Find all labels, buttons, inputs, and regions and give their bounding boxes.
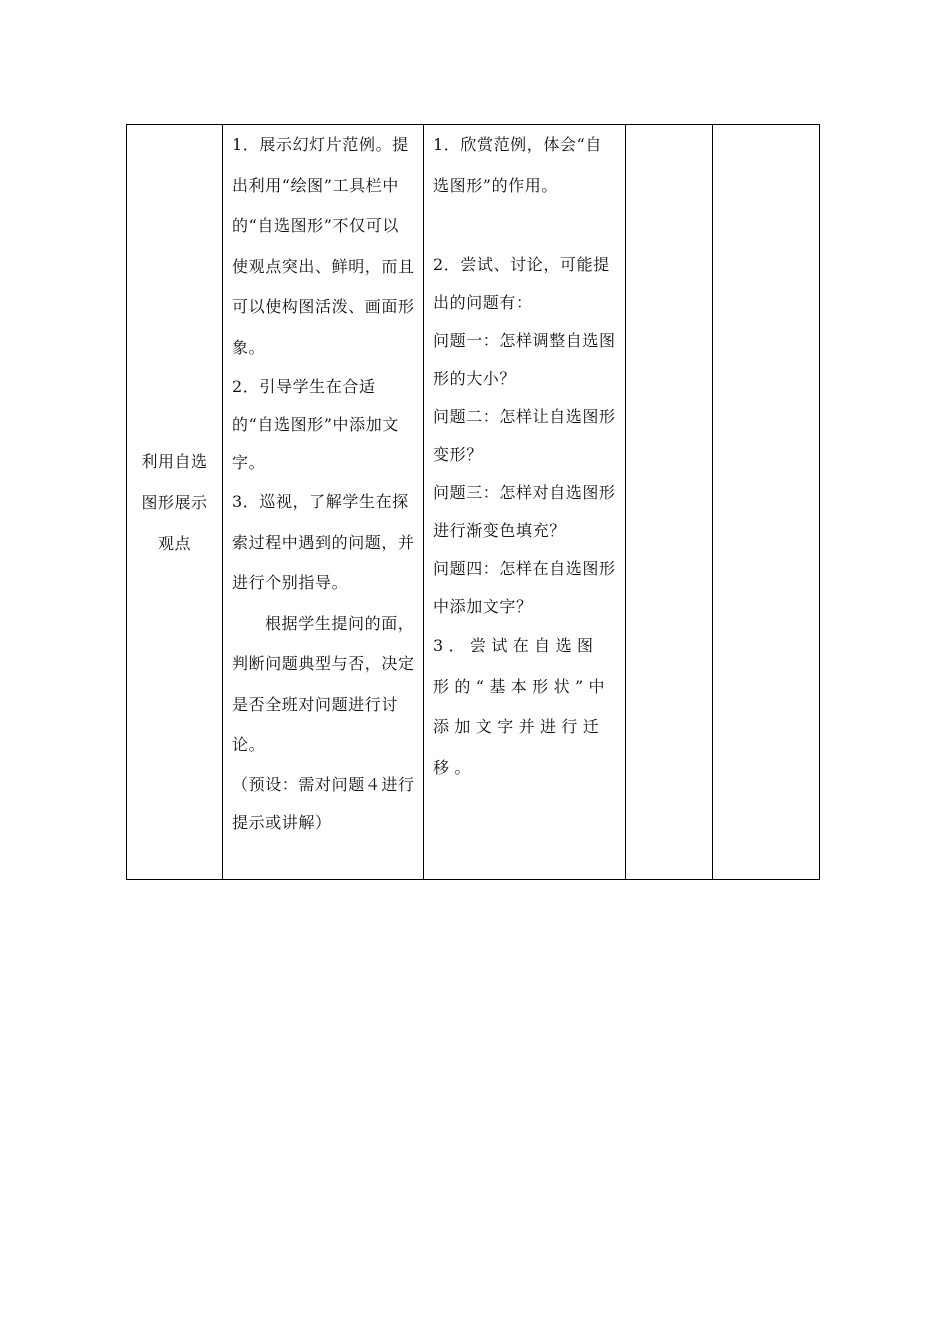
question-4: 问题四：怎样在自选图形中添加文字？: [433, 559, 616, 616]
lesson-plan-table: [126, 124, 820, 880]
student-step-1: 1．欣赏范例，体会“自选图形”的作用。: [433, 135, 602, 195]
empty-cell-2: [713, 125, 820, 880]
teacher-step-3: 3．巡视，了解学生在探索过程中遇到的问题，并进行个别指导。: [232, 492, 415, 592]
student-activity-cell: [424, 125, 626, 880]
table-row: [127, 125, 820, 880]
teacher-step-note: 根据学生提问的面，判断问题典型与否，决定是否全班对问题进行讨论。: [232, 613, 415, 754]
teacher-step-2: 2．引导学生在合适的“自选图形”中添加文字。: [232, 377, 399, 472]
student-step-3: 3．尝试在自选图形的“基本形状”中添加文字并进行迁移。: [433, 636, 610, 777]
question-1: 问题一：怎样调整自选图形的大小？: [433, 331, 616, 388]
empty-cell-1: [626, 125, 713, 880]
topic-cell: [127, 125, 223, 880]
question-3: 问题三：怎样对自选图形进行渐变色填充？: [433, 483, 616, 540]
teacher-preset-note: （预设：需对问题４进行提示或讲解）: [232, 774, 415, 832]
question-2: 问题二：怎样让自选图形变形？: [433, 407, 616, 464]
spacer: [433, 206, 617, 246]
topic-text: 利用自选图形展示观点: [141, 451, 208, 553]
teacher-activity-cell: [223, 125, 424, 880]
teacher-step-1: 1．展示幻灯片范例。提出利用“绘图”工具栏中的“自选图形”不仅可以使观点突出、鲜明，而且可以使构图活泼、画面形象。: [232, 135, 415, 357]
student-step-2: 2．尝试、讨论，可能提出的问题有：: [433, 255, 610, 312]
